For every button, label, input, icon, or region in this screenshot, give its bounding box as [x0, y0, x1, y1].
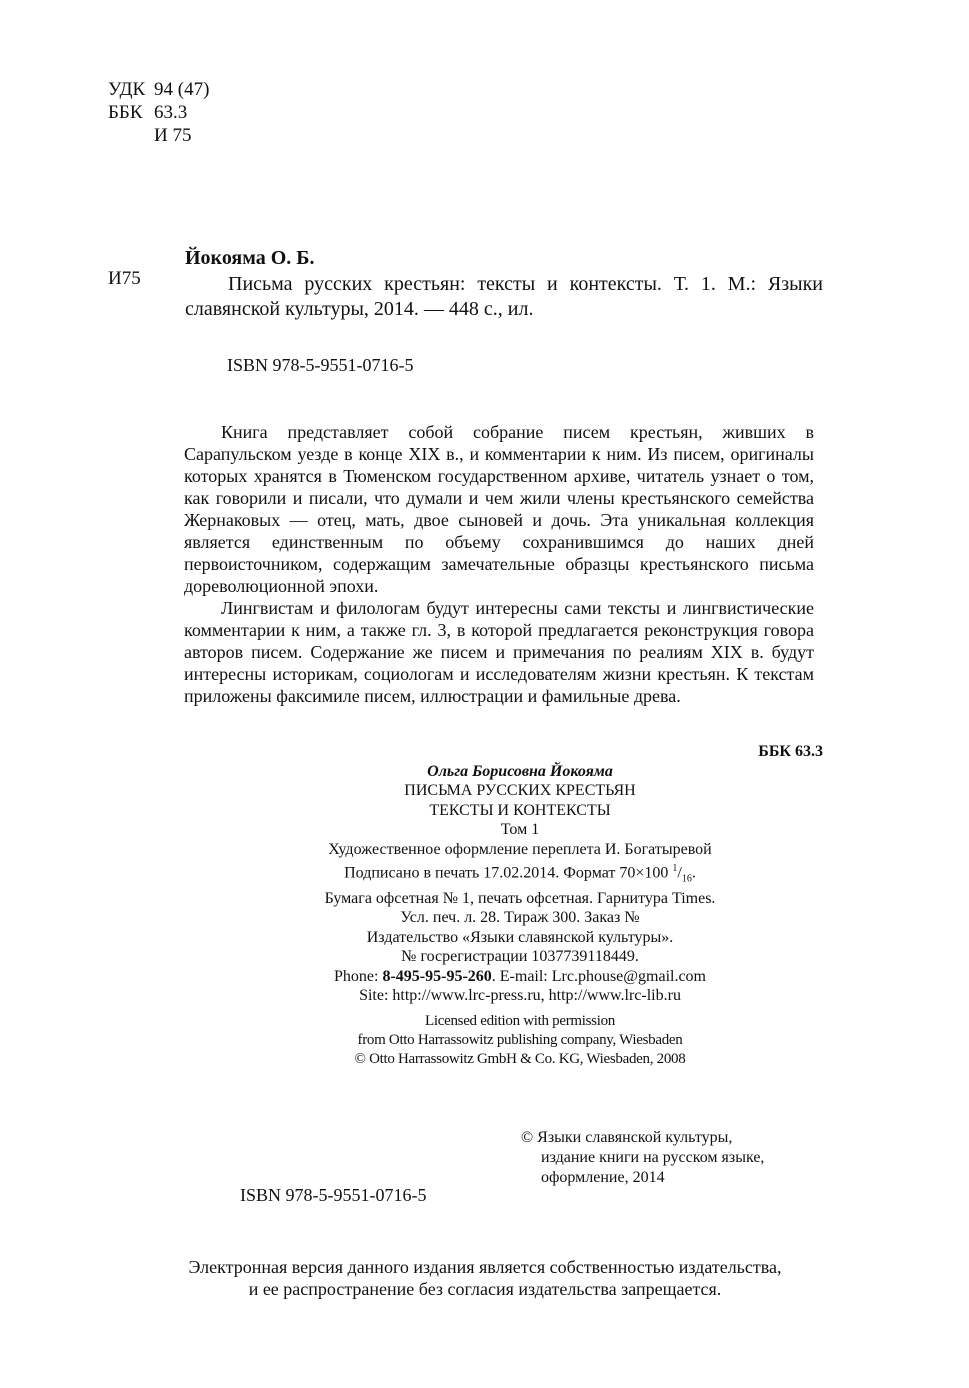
bbk-row — [108, 101, 209, 124]
phone-number: 8-495-95-95-260 — [382, 967, 492, 985]
udk-row — [108, 78, 209, 101]
colophon-publisher: Издательство «Языки славянской культуры». — [366, 928, 674, 946]
abstract-paragraph-2: Лингвистам и филологам будут интересны сами тексты и лингвистические комментарии к ним, а также гл. 3, в которой предлагается реконструкция говора авторов писем. Содержание же писем и примечания по реалиям XIX в. будут интересны историкам, социологам и исследователям жизни крестьян. К текстам приложены факсимиле писем, иллюстрации и фамильные древа. — [184, 598, 814, 706]
copyright-line-2: издание книги на русском языке, — [541, 1149, 765, 1166]
license-line-2: from Otto Harrassowitz publishing company, Wiesbaden — [357, 1032, 683, 1048]
bibliography-description — [185, 272, 823, 322]
colophon-title: ПИСЬМА РУССКИХ КРЕСТЬЯН — [404, 782, 636, 800]
udk-label: УДК — [108, 79, 146, 100]
bbk-code: ББК 63.3 — [758, 743, 823, 760]
author-mark: И 75 — [154, 125, 192, 146]
udk-value: 94 (47) — [154, 79, 210, 100]
footer-line-1: Электронная версия данного издания является собственностью издательства, — [188, 1257, 782, 1277]
bbk-value: 63.3 — [154, 102, 188, 123]
colophon-contacts: Phone: 8-495-95-95-260. E-mail: Lrc.phouse@gmail.com — [334, 967, 706, 985]
side-code: И75 — [108, 268, 141, 289]
isbn-top: ISBN 978-5-9551-0716-5 — [227, 355, 414, 375]
classification-block — [108, 78, 209, 147]
author-mark-row — [108, 124, 209, 147]
bibliography-author: Йокояма О. Б. — [185, 247, 315, 269]
bbk-label: ББК — [108, 102, 143, 123]
colophon-design: Художественное оформление переплета И. Богатыревой — [328, 840, 712, 858]
copyright-line-1: © Языки славянской культуры, — [521, 1129, 733, 1146]
license-block — [220, 1012, 820, 1069]
isbn-bottom: ISBN 978-5-9551-0716-5 — [240, 1185, 427, 1205]
colophon — [220, 762, 820, 1005]
license-line-1: Licensed edition with permission — [425, 1013, 615, 1029]
colophon-subtitle: ТЕКСТЫ И КОНТЕКСТЫ — [429, 801, 611, 819]
colophon-site: Site: http://www.lrc-press.ru, http://www.lrc-lib.ru — [359, 986, 681, 1004]
colophon-print: Усл. печ. л. 28. Тираж 300. Заказ № — [400, 909, 640, 927]
footer-notice — [100, 1256, 870, 1300]
copyright-line-3: оформление, 2014 — [541, 1169, 665, 1186]
colophon-registration: № госрегистрации 1037739118449. — [401, 948, 639, 966]
footer-line-2: и ее распространение без согласия издательства запрещается. — [248, 1279, 722, 1299]
copyright-block — [521, 1128, 764, 1188]
abstract — [184, 421, 814, 707]
email: . E-mail: Lrc.phouse@gmail.com — [491, 967, 706, 985]
license-line-3: © Otto Harrassowitz GmbH & Co. KG, Wiesbaden, 2008 — [354, 1051, 686, 1067]
abstract-paragraph-1: Книга представляет собой собрание писем крестьян, живших в Сарапульском уезде в конце XIX в., и комментарии к ним. Из писем, оригиналы которых хранятся в Тюменском государственном архиве, читатель узнает о том, как говорили и писали, что думали и чем жили члены крестьянского семейства Жернаковых — отец, мать, двое сыновей и дочь. Эта уникальная коллекция является единственным по объему сохранившимся до наших дней первоисточником, содержащим замечательные образцы крестьянского письма дореволюционной эпохи. — [184, 422, 814, 596]
colophon-signed: Подписано в печать 17.02.2014. Формат 70×100 $^1/_{16}$. — [344, 863, 696, 885]
colophon-paper: Бумага офсетная № 1, печать офсетная. Гарнитура Times. — [324, 889, 716, 907]
colophon-author: Ольга Борисовна Йокояма — [427, 763, 613, 780]
bibliography-line-2: славянской культуры, 2014. — 448 с., ил. — [185, 298, 534, 320]
bibliography-line-1: Письма русских крестьян: тексты и контексты. Т. 1. М.: Языки — [228, 273, 823, 295]
colophon-volume: Том 1 — [500, 821, 540, 839]
